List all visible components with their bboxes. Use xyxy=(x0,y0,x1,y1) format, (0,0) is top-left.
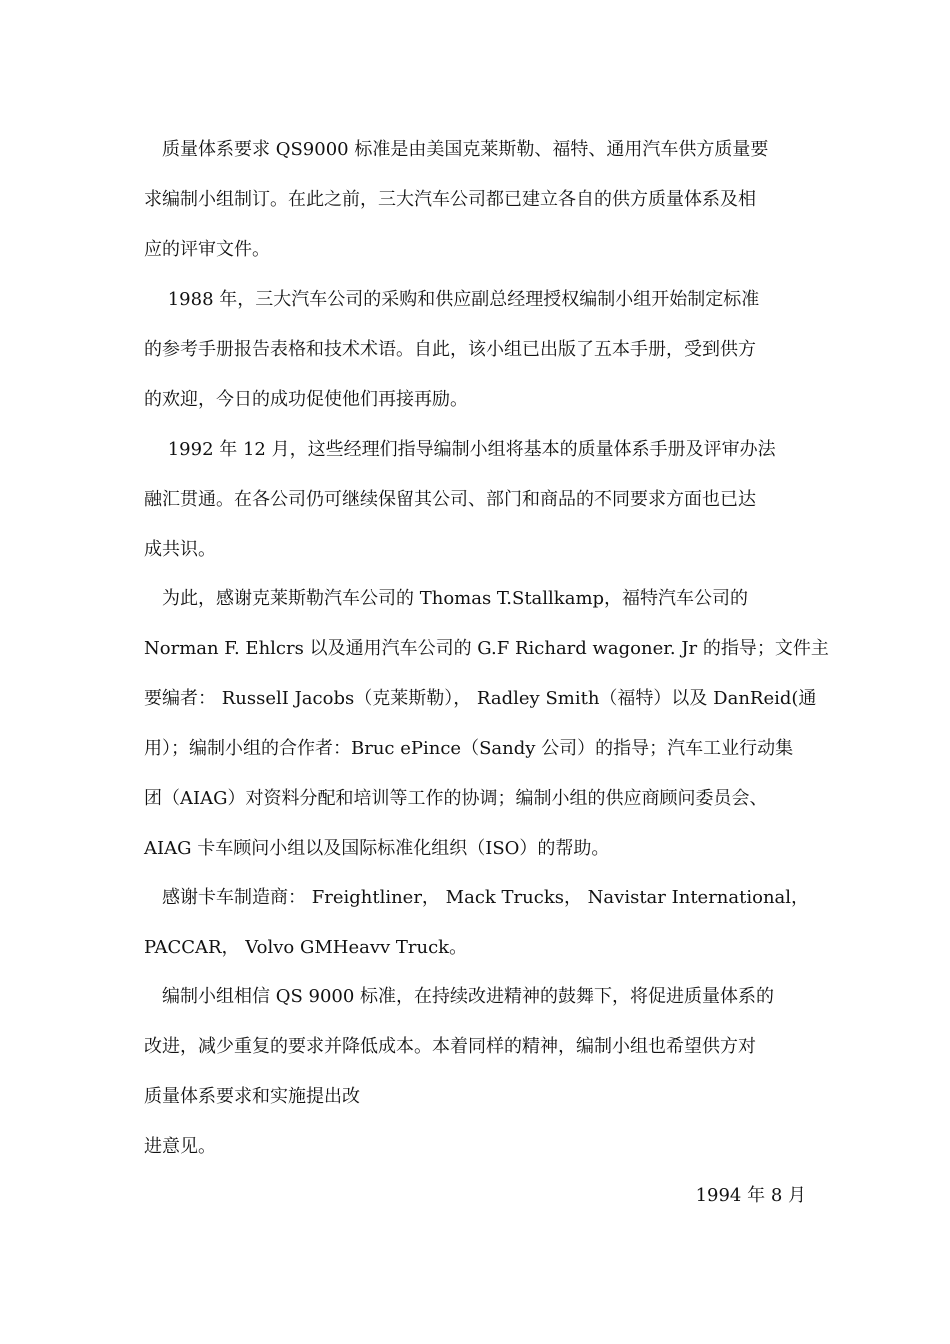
paragraph-1992 xyxy=(144,425,806,575)
paragraph-line: 1992 年 12 月，这些经理们指导编制小组将基本的质量体系手册及评审办法 xyxy=(144,439,776,460)
paragraph-line: 融汇贯通。在各公司仍可继续保留其公司、部门和商品的不同要求方面也已达 xyxy=(144,489,756,510)
paragraph-line: 用）；编制小组的合作者：Bruc ePince（Sandy 公司）的指导；汽车工业行动集 xyxy=(144,738,794,759)
paragraph-line: 编制小组相信 QS 9000 标准，在持续改进精神的鼓舞下，将促进质量体系的 xyxy=(144,986,775,1007)
paragraph-line: 质量体系要求 QS9000 标准是由美国克莱斯勒、福特、通用汽车供方质量要 xyxy=(144,139,769,160)
paragraph-line: 应的评审文件。 xyxy=(144,239,270,260)
paragraph-closing xyxy=(144,972,806,1172)
paragraph-1988 xyxy=(144,275,806,425)
paragraph-line: 进意见。 xyxy=(144,1136,216,1157)
paragraph-line: 要编者： RusselI Jacobs（克莱斯勒）， Radley Smith（福特）以及 DanReid(通 xyxy=(144,688,817,709)
document-date: 1994 年 8 月 xyxy=(695,1185,806,1206)
paragraph-line: 1988 年，三大汽车公司的采购和供应副总经理授权编制小组开始制定标准 xyxy=(144,289,760,310)
paragraph-line: AIAG 卡车顾问小组以及国际标准化组织（ISO）的帮助。 xyxy=(144,838,610,859)
paragraph-acknowledgements xyxy=(144,574,829,874)
paragraph-line: 的欢迎，今日的成功促使他们再接再励。 xyxy=(144,389,468,410)
paragraph-line: 感谢卡车制造商： Freightliner， Mack Trucks， Navistar International， xyxy=(144,887,810,908)
paragraph-line: 求编制小组制订。在此之前，三大汽车公司都已建立各自的供方质量体系及相 xyxy=(144,189,756,210)
paragraph-truck-makers xyxy=(144,873,810,973)
paragraph-line: 改进，减少重复的要求并降低成本。本着同样的精神，编制小组也希望供方对 xyxy=(144,1036,756,1057)
paragraph-line: 的参考手册报告表格和技术术语。自此，该小组已出版了五本手册，受到供方 xyxy=(144,339,756,360)
paragraph-line: 成共识。 xyxy=(144,539,216,560)
paragraph-line: 质量体系要求和实施提出改 xyxy=(144,1086,360,1107)
paragraph-line: Norman F. Ehlcrs 以及通用汽车公司的 G.F Richard wagoner. Jr 的指导；文件主 xyxy=(144,638,829,659)
paragraph-intro xyxy=(144,125,806,275)
paragraph-line: PACCAR， Volvo GMHeavv Truck。 xyxy=(144,937,468,958)
paragraph-line: 为此，感谢克莱斯勒汽车公司的 Thomas T.Stallkamp，福特汽车公司的 xyxy=(144,588,749,609)
paragraph-line: 团（AIAG）对资料分配和培训等工作的协调；编制小组的供应商顾问委员会、 xyxy=(144,788,768,809)
